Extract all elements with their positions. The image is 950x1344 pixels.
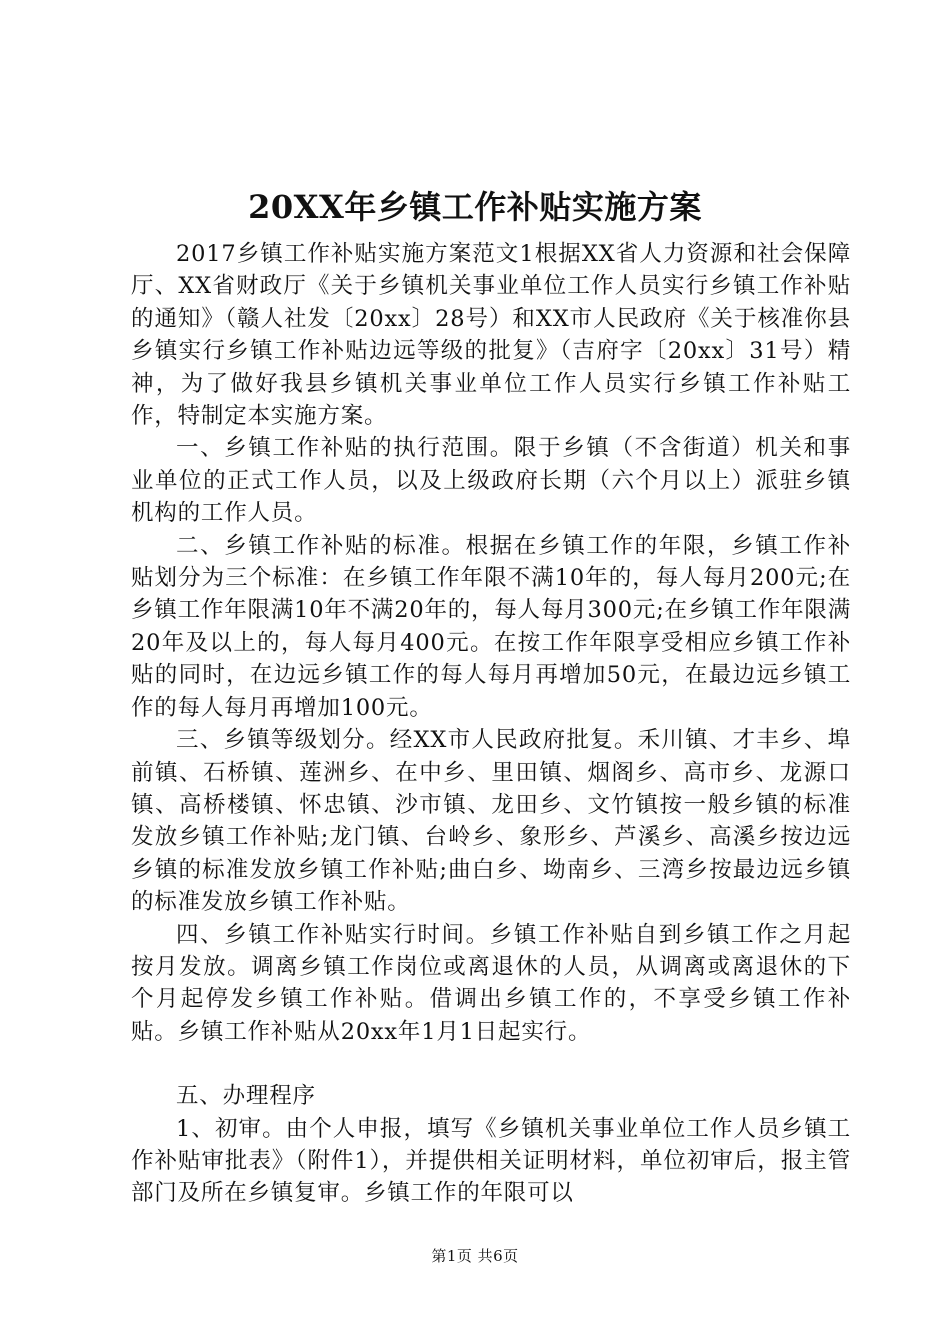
- heading-section-5: 五、办理程序: [176, 1083, 316, 1110]
- paragraph-intro: 2017乡镇工作补贴实施方案范文1根据XX省人力资源和社会保障厅、XX省财政厅《关于乡镇机关事业单位工作人员实行乡镇工作补贴的通知》（赣人社发〔20xx〕28号）和XX市人民政府《关于核准你县乡镇实行乡镇工作补贴边远等级的批复》（吉府字〔20xx〕31号）精神，为了做好我县乡镇机关事业单位工作人员实行乡镇工作补贴工作，特制定本实施方案。: [131, 241, 851, 430]
- paragraph-section-2: 二、乡镇工作补贴的标准。根据在乡镇工作的年限，乡镇工作补贴划分为三个标准：在乡镇工作年限不满10年的，每人每月200元;在乡镇工作年限满10年不满20年的，每人每月300元;在乡镇工作年限满20年及以上的，每人每月400元。在按工作年限享受相应乡镇工作补贴的同时，在边远乡镇工作的每人每月再增加50元，在最边远乡镇工作的每人每月再增加100元。: [131, 532, 851, 721]
- page-number: 第1页 共6页: [431, 1247, 519, 1265]
- paragraph-section-1: 一、乡镇工作补贴的执行范围。限于乡镇（不含街道）机关和事业单位的正式工作人员，以及上级政府长期（六个月以上）派驻乡镇机构的工作人员。: [131, 435, 851, 527]
- document-title: 20XX年乡镇工作补贴实施方案: [248, 188, 702, 226]
- paragraph-section-3: 三、乡镇等级划分。经XX市人民政府批复。禾川镇、才丰乡、埠前镇、石桥镇、莲洲乡、在中乡、里田镇、烟阁乡、高市乡、龙源口镇、高桥楼镇、怀忠镇、沙市镇、龙田乡、文竹镇按一般乡镇的标准发放乡镇工作补贴;龙门镇、台岭乡、象形乡、芦溪乡、高溪乡按边远乡镇的标准发放乡镇工作补贴;曲白乡、坳南乡、三湾乡按最边远乡镇的标准发放乡镇工作补贴。: [131, 727, 851, 916]
- paragraph-section-4: 四、乡镇工作补贴实行时间。乡镇工作补贴自到乡镇工作之月起按月发放。调离乡镇工作岗位或离退休的人员，从调离或离退休的下个月起停发乡镇工作补贴。借调出乡镇工作的，不享受乡镇工作补贴。乡镇工作补贴从20xx年1月1日起实行。: [131, 921, 851, 1045]
- document-body: [131, 238, 851, 1210]
- paragraph-section-5-item-1: 1、初审。由个人申报，填写《乡镇机关事业单位工作人员乡镇工作补贴审批表》（附件1），并提供相关证明材料，单位初审后，报主管部门及所在乡镇复审。乡镇工作的年限可以: [131, 1115, 851, 1207]
